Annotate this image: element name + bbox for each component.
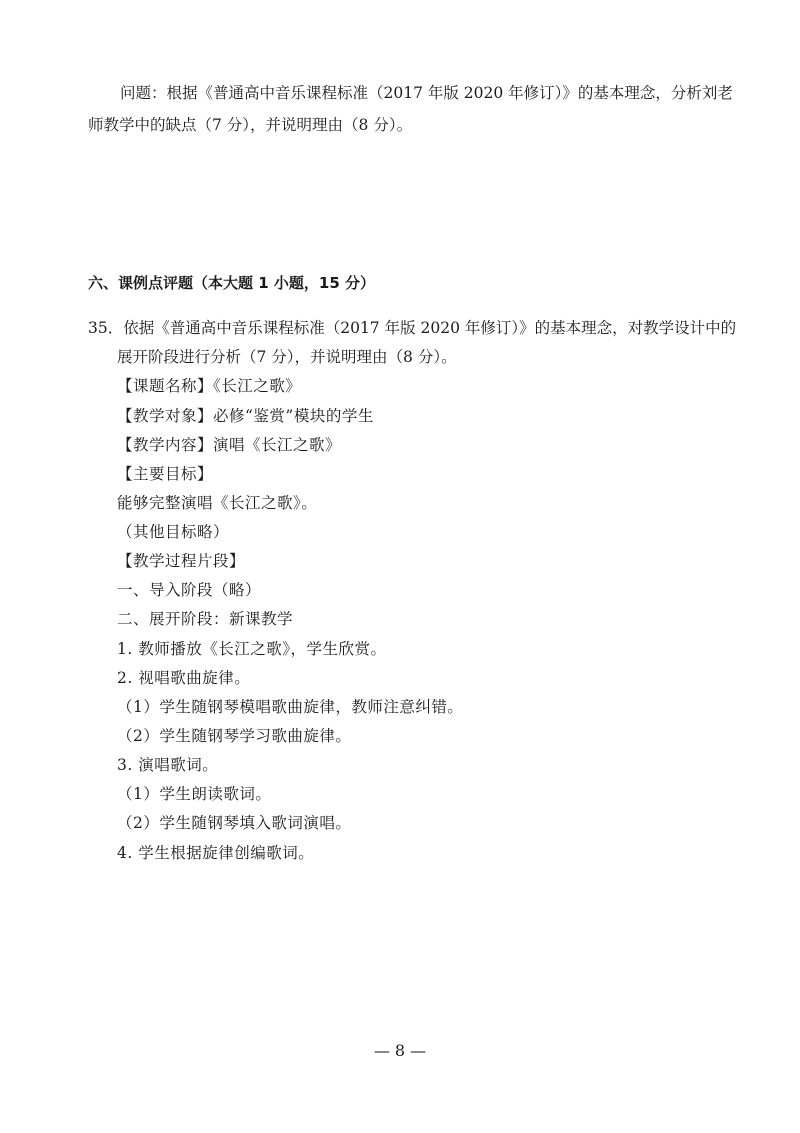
lesson-line-step-2: 2. 视唱歌曲旋律。: [117, 669, 251, 687]
section-heading: 六、课例点评题（本大题 1 小题，15 分）: [88, 274, 375, 292]
lesson-line-step-1: 1. 教师播放《长江之歌》，学生欣赏。: [117, 640, 387, 658]
question-text-line-2: 师教学中的缺点（7 分），并说明理由（8 分）。: [88, 116, 413, 134]
lesson-line-development-stage: 二、展开阶段：新课教学: [117, 610, 294, 628]
question-35-line-1: 35．依据《普通高中音乐课程标准（2017 年版 2020 年修订）》的基本理念，对教学设计中的: [88, 319, 737, 337]
question-text-line-1: 问题：根据《普通高中音乐课程标准（2017 年版 2020 年修订）》的基本理念，分析刘老: [120, 84, 733, 102]
lesson-line-process-heading: 【教学过程片段】: [117, 552, 246, 570]
lesson-line-step-3-2: （2）学生随钢琴填入歌词演唱。: [117, 814, 352, 832]
lesson-line-intro-stage: 一、导入阶段（略）: [117, 581, 262, 599]
lesson-line-goal: 能够完整演唱《长江之歌》。: [117, 494, 318, 512]
lesson-line-other-goals: （其他目标略）: [117, 523, 230, 541]
question-35-line-2: 展开阶段进行分析（7 分），并说明理由（8 分）。: [117, 348, 457, 366]
lesson-line-step-4: 4. 学生根据旋律创编歌词。: [117, 844, 315, 862]
lesson-line-title: 【课题名称】《长江之歌》: [117, 377, 302, 395]
lesson-line-step-2-1: （1）学生随钢琴模唱歌曲旋律，教师注意纠错。: [117, 698, 464, 716]
lesson-line-goal-heading: 【主要目标】: [117, 465, 214, 483]
lesson-line-step-3: 3. 演唱歌词。: [117, 756, 219, 774]
lesson-line-audience: 【教学对象】必修“鉴赏”模块的学生: [117, 407, 374, 425]
lesson-line-step-3-1: （1）学生朗读歌词。: [117, 785, 272, 803]
page-number: — 8 —: [373, 1041, 427, 1060]
lesson-line-step-2-2: （2）学生随钢琴学习歌曲旋律。: [117, 727, 352, 745]
lesson-line-content: 【教学内容】演唱《长江之歌》: [117, 436, 342, 454]
